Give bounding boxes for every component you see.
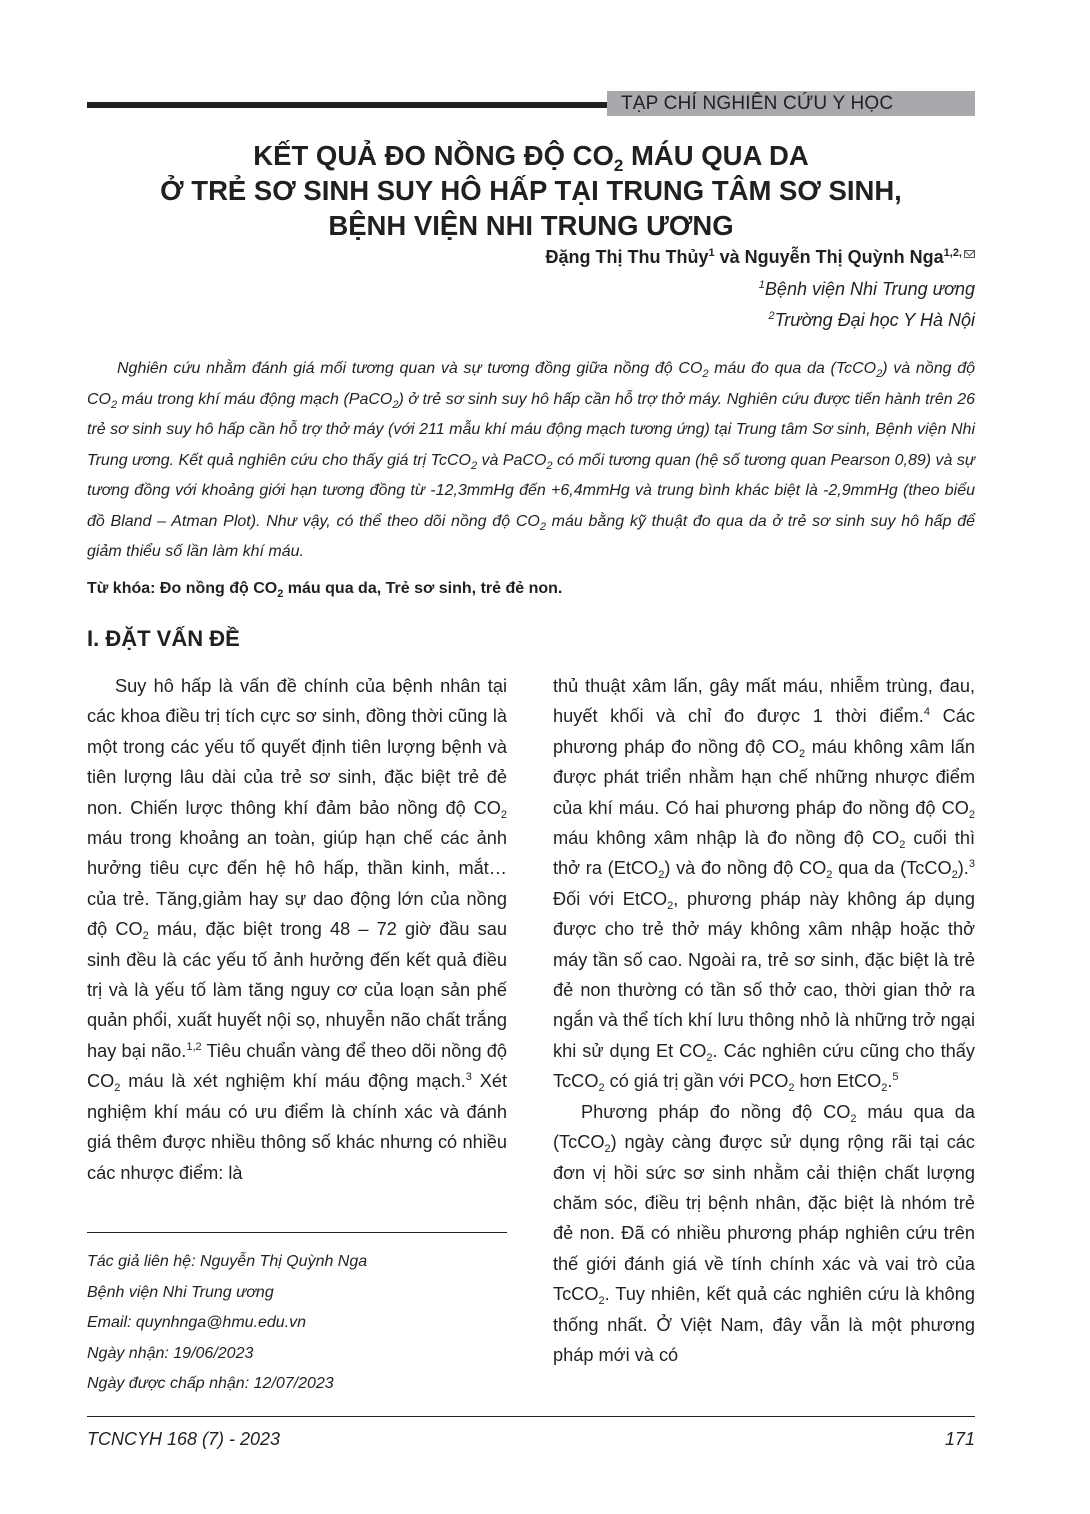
page-number: 171 bbox=[944, 1429, 975, 1449]
author-name: Nguyễn Thị Quỳnh Nga bbox=[744, 247, 944, 267]
email: Email: quynhnga@hmu.edu.vn bbox=[87, 1314, 307, 1331]
journal-name: TẠP CHÍ NGHIÊN CỨU Y HỌC bbox=[607, 91, 975, 116]
date-received: Ngày nhận: 19/06/2023 bbox=[87, 1344, 254, 1362]
article-title bbox=[87, 138, 975, 243]
author-list: Đặng Thị Thu Thủy$^1$ và Nguyễn Thị Quỳnh Nga$^{1,2,}$ bbox=[545, 247, 975, 268]
keywords: Từ khóa: Đo nồng độ $CO_2$ máu qua da, Trẻ sơ sinh, trẻ đẻ non. bbox=[87, 580, 563, 600]
citation-ref: 5 bbox=[892, 1071, 899, 1084]
body-paragraph: Suy hô hấp là vấn đề chính của bệnh nhân tại các khoa điều trị tích cực sơ sinh, đồng thời cũng là một trong các yếu tố quyết định tiên lượng bệnh và tiên lượng lâu dài của trẻ sơ sinh, đặc biệt trẻ đẻ non. Chiến lược thông khí đảm bảo nồng độ $CO_2$ máu trong khoảng an toàn, giúp hạn chế các ảnh hưởng tiêu cực đến hệ hô hấp, thần kinh, mắt… của trẻ. Tăng,giảm hay sự dao động lớn của nồng độ $CO_2$ máu, đặc biệt trong 48 – 72 giờ đầu sau sinh đều là các yếu tố ảnh hưởng đến kết quả điều trị và là yếu tố làm tăng nguy cơ của loạn sản phế quản phổi, xuất huyết nội sọ, nhuyễn não chất trắng hay bại não.$^{1,2}$ Tiêu chuẩn vàng để theo dõi nồng độ $CO_2$ máu là xét nghiệm khí máu động mạch.$^3$ Xét nghiệm khí máu có ưu điểm là chính xác và đánh giá thêm được nhiều thông số khác nhưng có nhiều các nhược điểm: là bbox=[87, 676, 507, 1183]
title-line-1: KẾT QUẢ ĐO NỒNG ĐỘ $CO_2$ MÁU QUA DA bbox=[253, 140, 809, 175]
corresponding-affiliation: Bệnh viện Nhi Trung ương bbox=[87, 1283, 274, 1301]
footnotes bbox=[87, 1247, 367, 1400]
author-name: Đặng Thị Thu Thủy bbox=[545, 247, 709, 267]
body-column-left bbox=[87, 671, 507, 1188]
abstract bbox=[87, 354, 975, 568]
header-rule bbox=[87, 102, 607, 108]
footer-rule bbox=[87, 1416, 975, 1417]
affiliation-1: $^1$Bệnh viện Nhi Trung ương bbox=[758, 279, 975, 299]
affiliation-2: $^2$Trường Đại học Y Hà Nội bbox=[768, 310, 975, 330]
footnote-rule bbox=[87, 1232, 507, 1233]
corresponding-author: Tác giả liên hệ: Nguyễn Thị Quỳnh Nga bbox=[87, 1253, 368, 1270]
citation-ref: 4 bbox=[923, 706, 930, 719]
body-paragraph: thủ thuật xâm lấn, gây mất máu, nhiễm trùng, đau, huyết khối và chỉ đo được 1 thời điểm.$^4$ Các phương pháp đo nồng độ $CO_2$ máu không xâm lấn được phát triển nhằm hạn chế những nhược điểm của khí máu. Có hai phương pháp đo nồng độ $CO_2$ máu không xâm nhập là đo nồng độ $CO_2$ cuối thì thở ra (EtCO$_2$) và đo nồng độ $CO_2$ qua da (TcCO$_2$).$^3$ Đối với EtCO$_2$, phương pháp này không áp dụng được cho trẻ thở máy không xâm nhập hoặc thở máy tần số cao. Ngoài ra, trẻ sơ sinh, đặc biệt là trẻ đẻ non thường có tần số thở cao, thời gian thở ra ngắn và thể tích khí lưu thông nhỏ là những trở ngại khi sử dụng Et $CO_2$. Các nghiên cứu cũng cho thấy TcCO$_2$ có giá trị gần với $PCO_2$ hơn EtCO$_2$.$^5$ bbox=[553, 676, 976, 1095]
date-accepted: Ngày được chấp nhận: 12/07/2023 bbox=[87, 1375, 334, 1392]
citation-ref: 3 bbox=[968, 858, 975, 871]
section-heading: I. ĐẶT VẤN ĐỀ bbox=[87, 626, 240, 651]
mail-icon bbox=[964, 250, 975, 258]
title-line-3: BỆNH VIỆN NHI TRUNG ƯƠNG bbox=[328, 210, 734, 241]
abstract-text: Nghiên cứu nhằm đánh giá mối tương quan và sự tương đồng giữa nồng độ $CO_2$ máu đo qua da (TcCO$_2$) và nồng độ $CO_2$ máu trong khí máu động mạch (PaCO$_2$) ở trẻ sơ sinh suy hô hấp cần hỗ trợ thở máy. Nghiên cứu được tiến hành trên 26 trẻ sơ sinh suy hô hấp cần hỗ trợ thở máy (với 211 mẫu khí máu động mạch tương ứng) tại Trung tâm Sơ sinh, Bệnh viện Nhi Trung ương. Kết quả nghiên cứu cho thấy giá trị TcCO$_2$ và PaCO$_2$ có mối tương quan (hệ số tương quan Pearson 0,89) và sự tương đồng với khoảng giới hạn tương đồng từ -12,3mmHg đến +6,4mmHg và trung bình khác biệt là -2,9mmHg (theo biểu đồ Bland – Atman Plot). Như vậy, có thể theo dõi nồng độ $CO_2$ máu bằng kỹ thuật đo qua da ở trẻ sơ sinh suy hô hấp để giảm thiểu số lần làm khí máu. bbox=[87, 360, 976, 560]
citation-ref: 3 bbox=[465, 1071, 472, 1084]
citation-ref: 1,2 bbox=[186, 1040, 202, 1053]
body-column-right bbox=[553, 671, 975, 1370]
journal-issue: TCNCYH 168 (7) - 2023 bbox=[87, 1429, 281, 1449]
body-paragraph: Phương pháp đo nồng độ $CO_2$ máu qua da (TcCO$_2$) ngày càng được sử dụng rộng rãi tại các đơn vị hồi sức sơ sinh nhằm cải thiện chất lượng chăm sóc, điều trị bệnh nhân, đặc biệt là nhóm trẻ đẻ non. Đã có nhiều phương pháp nghiên cứu trên thế giới đánh giá về tính chính xác và vai trò của TcCO$_2$. Tuy nhiên, kết quả các nghiên cứu là không thống nhất. Ở Việt Nam, đây vẫn là một phương pháp mới và có bbox=[553, 1101, 975, 1365]
title-line-2: Ở TRẺ SƠ SINH SUY HÔ HẤP TẠI TRUNG TÂM SƠ SINH, bbox=[160, 175, 902, 206]
